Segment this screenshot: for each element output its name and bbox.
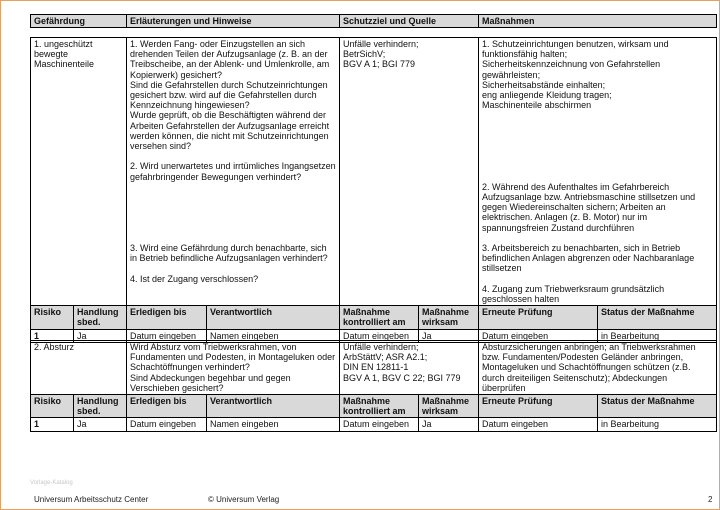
- recheck-date-field[interactable]: Datum eingeben: [479, 418, 598, 431]
- hazard-explanation: Wird Absturz vom Triebwerksrahmen, von Fundamenten und Podesten, in Montageluken oder Schachtöffnungen verhindert? Sind Abdeckungen begehbar und gegen Verschieben gesichert?: [127, 341, 340, 395]
- status-header-status: Status der Maßnahme: [598, 306, 717, 329]
- status-header-wirksam: Maßnahme wirksam: [419, 306, 479, 329]
- header-erlaeuterungen: Erläuterungen und Hinweise: [127, 15, 340, 28]
- due-date-field[interactable]: Datum eingeben: [127, 329, 207, 342]
- due-date-field[interactable]: Datum eingeben: [127, 418, 207, 431]
- header-table: [30, 14, 717, 28]
- responsible-field[interactable]: Namen eingeben: [207, 418, 340, 431]
- status-header-kontrolliert: Maßnahme kontrolliert am: [340, 395, 419, 418]
- header-row: [31, 15, 717, 28]
- status-header-verantwortlich: Verantwortlich: [207, 306, 340, 329]
- header-schutzziel: Schutzziel und Quelle: [340, 15, 479, 28]
- status-header-pruefung: Erneute Prüfung: [479, 395, 598, 418]
- hazard-explanation: 1. Werden Fang- oder Einzugstellen an sich drehenden Teilen der Aufzugsanlage (z. B. an der Treibscheibe, an der Ablenk- und Umlenkrolle, am Kopierwerk) gesichert? Sind die Gefahrstellen durch Schutzeinrichtungen gesichert bzw. wird auf die Gefahrstellen durch Kennzeichnung hingewiesen? Wurde geprüft, ob die Beschäftigten während der Arbeiten Gefahrstellen der Aufzugsanlage erreicht werden können, die nicht mit Schutzeinrichtungen versehen sind? 2. Wird unerwartetes und irrtümliches Ingangsetzen gefahrbringender Bewegungen verhindert? 3. Wird eine Gefährdung durch benachbarte, sich in Betrieb befindliche Aufzugsanlagen verhindert? 4. Ist der Zugang verschlossen?: [127, 38, 340, 306]
- action-required-value[interactable]: Ja: [74, 418, 127, 431]
- hazard-title: 1. ungeschützt bewegte Maschinenteile: [31, 38, 127, 306]
- hazard-row: [31, 341, 717, 395]
- measure-status-field[interactable]: in Bearbeitung: [598, 329, 717, 342]
- status-header-erledigen: Erledigen bis: [127, 395, 207, 418]
- status-header-pruefung: Erneute Prüfung: [479, 306, 598, 329]
- action-required-value[interactable]: Ja: [74, 329, 127, 342]
- status-header-handlung: Handlung sbed.: [74, 306, 127, 329]
- checked-date-field[interactable]: Datum eingeben: [340, 418, 419, 431]
- hazard-measures: Absturzsicherungen anbringen; an Triebwerksrahmen bzw. Fundamenten/Podesten Geländer anbringen, Montageluken und Schachtöffnungen schützen (z.B. durch dreiteiligen Seitenschutz); Abdeckungen überprüfen: [479, 341, 717, 395]
- status-header-risiko: Risiko: [31, 395, 74, 418]
- checked-date-field[interactable]: Datum eingeben: [340, 329, 419, 342]
- status-header-row: [31, 306, 717, 329]
- status-header-erledigen: Erledigen bis: [127, 306, 207, 329]
- hazard-row: [31, 38, 717, 306]
- hazard-measures: 1. Schutzeinrichtungen benutzen, wirksam und funktionsfähig halten; Sicherheitskennzeichnung von Gefahrstellen gewährleisten; Sicherheitsabstände einhalten; eng anliegende Kleidung tragen; Maschinenteile abschirmen 2. Während des Aufenthaltes im Gefahrbereich Aufzugsanlage bzw. Antriebsmaschine stillsetzen und gegen Wiedereinschalten sichern; Arbeiten an elektrischen. Anlagen (z. B. Motor) nur im spannungsfreien Zustand durchführen 3. Arbeitsbereich zu benachbarten, sich in Betrieb befindlichen Anlagen abgrenzen oder Nachbaranlage stillsetzen 4. Zugang zum Triebwerksraum grundsätzlich geschlossen halten: [479, 38, 717, 306]
- recheck-date-field[interactable]: Datum eingeben: [479, 329, 598, 342]
- status-header-wirksam: Maßnahme wirksam: [419, 395, 479, 418]
- status-header-row: [31, 395, 717, 418]
- hazard-table-1: [30, 37, 717, 343]
- page-number: 2: [708, 495, 713, 504]
- effective-value[interactable]: Ja: [419, 329, 479, 342]
- hazard-protection-goal: Unfälle verhindern; ArbStättV; ASR A2.1; DIN EN 12811-1 BGV A 1, BGV C 22; BGI 779: [340, 341, 479, 395]
- footer-copyright: © Universum Verlag: [208, 495, 280, 504]
- status-header-risiko: Risiko: [31, 306, 74, 329]
- responsible-field[interactable]: Namen eingeben: [207, 329, 340, 342]
- watermark-text: Vorlage-Katalog: [30, 480, 73, 486]
- hazard-protection-goal: Unfälle verhindern; BetrSichV; BGV A 1; BGI 779: [340, 38, 479, 306]
- header-massnahmen: Maßnahmen: [479, 15, 717, 28]
- status-header-kontrolliert: Maßnahme kontrolliert am: [340, 306, 419, 329]
- status-header-handlung: Handlung sbed.: [74, 395, 127, 418]
- risk-value[interactable]: 1: [31, 418, 74, 431]
- hazard-title: 2. Absturz: [31, 341, 127, 395]
- status-header-status: Status der Maßnahme: [598, 395, 717, 418]
- status-header-verantwortlich: Verantwortlich: [207, 395, 340, 418]
- status-value-row: [31, 418, 717, 431]
- header-gefaehrdung: Gefährdung: [31, 15, 127, 28]
- measure-status-field[interactable]: in Bearbeitung: [598, 418, 717, 431]
- risk-value[interactable]: 1: [31, 329, 74, 342]
- footer-publisher: Universum Arbeitsschutz Center: [34, 495, 149, 504]
- effective-value[interactable]: Ja: [419, 418, 479, 431]
- hazard-table-2: [30, 340, 717, 432]
